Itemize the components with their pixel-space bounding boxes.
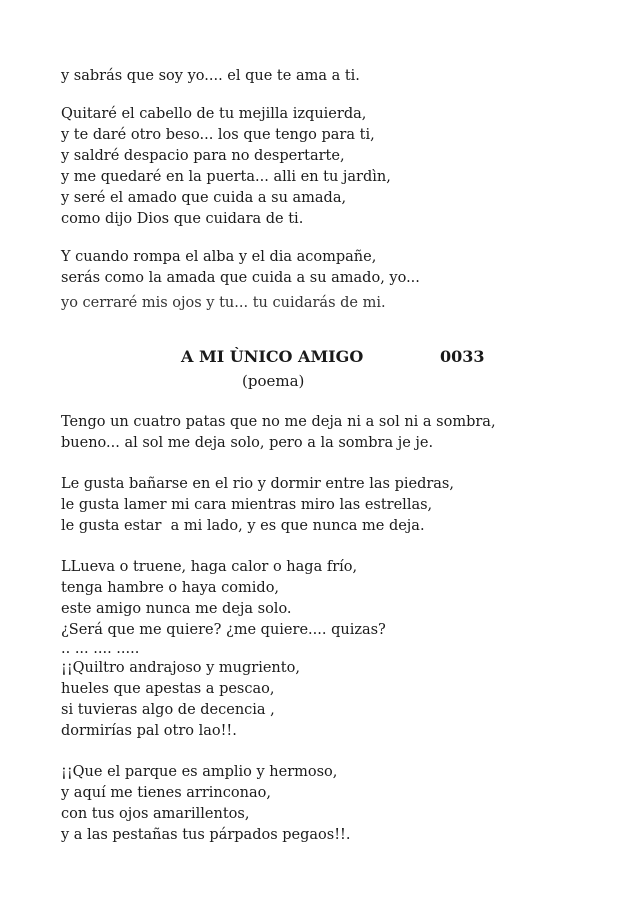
poem-subtitle: (poema) bbox=[242, 372, 305, 390]
text-line: serás como la amada que cuida a su amado, yo... bbox=[61, 270, 420, 286]
text-line: y a las pestañas tus párpados pegaos!!. bbox=[61, 827, 351, 843]
text-line: ¡¡Quiltro andrajoso y mugriento, bbox=[61, 660, 300, 676]
text-line: ¡¡Que el parque es amplio y hermoso, bbox=[61, 764, 338, 780]
text-line: y saldré despacio para no despertarte, bbox=[61, 148, 345, 164]
text-line: Tengo un cuatro patas que no me deja ni a sol ni a sombra, bbox=[61, 414, 496, 430]
poem-title: A MI ÙNICO AMIGO bbox=[181, 347, 364, 366]
text-line: LLueva o truene, haga calor o haga frío, bbox=[61, 559, 358, 575]
poem-number: 0033 bbox=[440, 347, 485, 366]
text-line: con tus ojos amarillentos, bbox=[61, 806, 250, 822]
text-line: y seré el amado que cuida a su amada, bbox=[61, 190, 347, 206]
text-line: Quitaré el cabello de tu mejilla izquierda, bbox=[61, 106, 367, 122]
text-line: Le gusta bañarse en el rio y dormir entre las piedras, bbox=[61, 476, 454, 492]
text-line: tenga hambre o haya comido, bbox=[61, 580, 280, 596]
text-line: le gusta estar a mi lado, y es que nunca me deja. bbox=[61, 518, 425, 534]
text-line: y me quedaré en la puerta... alli en tu jardìn, bbox=[61, 169, 391, 185]
text-line: ¿Será que me quiere? ¿me quiere.... quizas? bbox=[61, 622, 386, 638]
text-line: bueno... al sol me deja solo, pero a la sombra je je. bbox=[61, 435, 434, 451]
text-line: y aquí me tienes arrinconao, bbox=[61, 785, 271, 801]
text-line: y te daré otro beso... los que tengo para ti, bbox=[61, 127, 375, 143]
text-line: y sabrás que soy yo.... el que te ama a ti. bbox=[61, 68, 360, 84]
text-line: hueles que apestas a pescao, bbox=[61, 681, 275, 697]
text-line: este amigo nunca me deja solo. bbox=[61, 601, 292, 617]
text-line: le gusta lamer mi cara mientras miro las estrellas, bbox=[61, 497, 433, 513]
text-line: yo cerraré mis ojos y tu... tu cuidarás de mi. bbox=[61, 295, 386, 311]
text-line: dormirías pal otro lao!!. bbox=[61, 723, 237, 739]
text-line: como dijo Dios que cuidara de ti. bbox=[61, 211, 304, 227]
text-line: si tuvieras algo de decencia , bbox=[61, 702, 275, 718]
text-line: Y cuando rompa el alba y el dia acompañe, bbox=[61, 249, 377, 265]
text-line: .. ... .... ..... bbox=[61, 641, 140, 657]
